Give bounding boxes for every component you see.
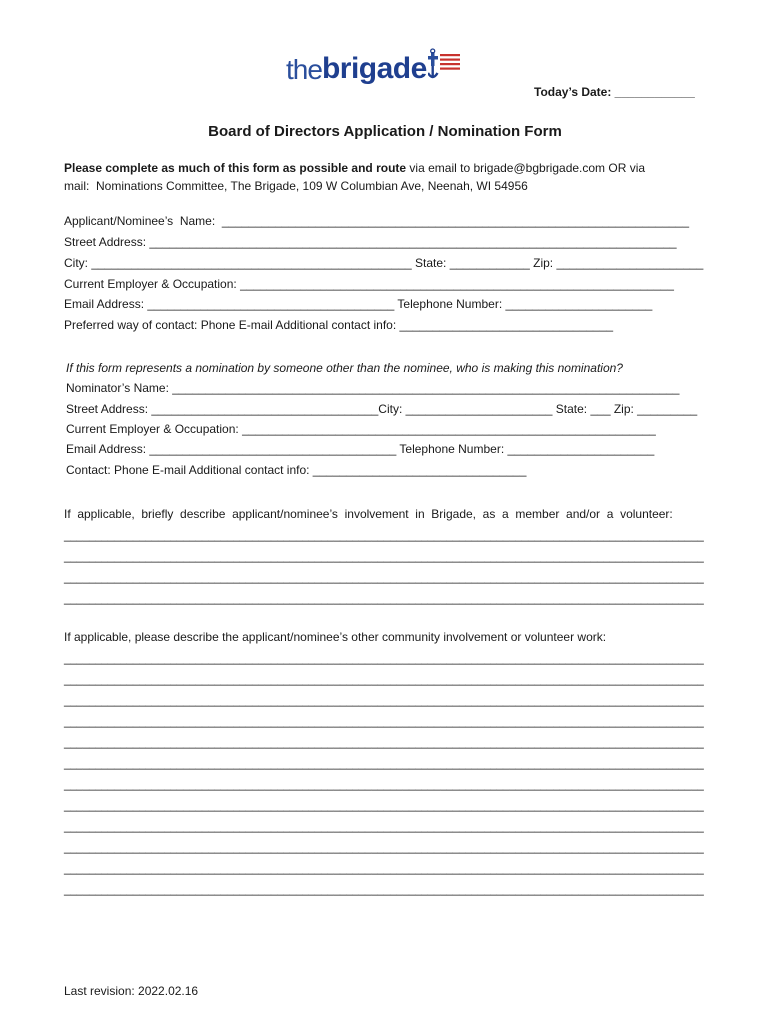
logo-text-brigade: brigade <box>321 52 427 85</box>
brigade-logo <box>286 44 464 84</box>
community-answer-line[interactable]: ______________________________________________________________________________________________________ <box>64 672 704 686</box>
nominator-question: If this form represents a nomination by someone other than the nominee, who is making this nomination? <box>66 361 623 375</box>
applicant-city-state-zip-field[interactable]: City: ________________________________________________ State: ____________ Zip: ______________________ <box>64 256 704 270</box>
community-answer-line[interactable]: ______________________________________________________________________________________________________ <box>64 882 704 896</box>
instructions-line-2: mail: Nominations Committee, The Brigade, 109 W Columbian Ave, Neenah, WI 54956 <box>64 179 528 193</box>
instructions-bold: Please complete as much of this form as possible and route <box>64 161 407 175</box>
applicant-street-field[interactable]: Street Address: _______________________________________________________________________________ <box>64 235 677 249</box>
involvement-answer-line[interactable]: ______________________________________________________________________________________________________ <box>64 591 704 605</box>
nominator-street-field[interactable]: Street Address: __________________________________City: ______________________ State: ___ Zip: _________ <box>66 402 698 416</box>
involvement-answer-line[interactable]: ______________________________________________________________________________________________________ <box>64 528 704 542</box>
involvement-prompt: If applicable, briefly describe applicant/nominee’s involvement in Brigade, as a member and/or a volunteer: <box>64 507 673 521</box>
instructions-rest: via email to brigade@bgbrigade.com OR via <box>406 161 646 175</box>
community-prompt: If applicable, please describe the applicant/nominee’s other community involvement or volunteer work: <box>64 630 607 644</box>
anchor-flag-icon <box>428 48 464 82</box>
form-title: Board of Directors Application / Nomination Form <box>208 123 562 140</box>
last-revision: Last revision: 2022.02.16 <box>64 984 199 998</box>
community-answer-line[interactable]: ______________________________________________________________________________________________________ <box>64 840 704 854</box>
applicant-name-field[interactable]: Applicant/Nominee’s Name: ______________________________________________________________________ <box>64 214 690 228</box>
logo-text-the: the <box>286 54 322 85</box>
community-answer-line[interactable]: ______________________________________________________________________________________________________ <box>64 714 704 728</box>
applicant-employer-field[interactable]: Current Employer & Occupation: _________________________________________________________________ <box>64 277 674 291</box>
community-answer-line[interactable]: ______________________________________________________________________________________________________ <box>64 798 704 812</box>
community-answer-line[interactable]: ______________________________________________________________________________________________________ <box>64 777 704 791</box>
nominator-contact-field[interactable]: Contact: Phone E-mail Additional contact info: ________________________________ <box>66 463 527 477</box>
community-answer-line[interactable]: ______________________________________________________________________________________________________ <box>64 861 704 875</box>
nominator-employer-field[interactable]: Current Employer & Occupation: ______________________________________________________________ <box>66 422 656 436</box>
nominator-name-field[interactable]: Nominator’s Name: ____________________________________________________________________________ <box>66 381 680 395</box>
community-answer-line[interactable]: ______________________________________________________________________________________________________ <box>64 651 704 665</box>
nominator-email-phone-field[interactable]: Email Address: _____________________________________ Telephone Number: ______________________ <box>66 442 655 456</box>
todays-date-field[interactable]: Today’s Date: ____________ <box>534 85 695 99</box>
applicant-email-phone-field[interactable]: Email Address: _____________________________________ Telephone Number: ______________________ <box>64 297 653 311</box>
applicant-contact-field[interactable]: Preferred way of contact: Phone E-mail Additional contact info: ________________________________ <box>64 318 614 332</box>
involvement-answer-line[interactable]: ______________________________________________________________________________________________________ <box>64 570 704 584</box>
community-answer-line[interactable]: ______________________________________________________________________________________________________ <box>64 693 704 707</box>
community-answer-line[interactable]: ______________________________________________________________________________________________________ <box>64 756 704 770</box>
community-answer-line[interactable]: ______________________________________________________________________________________________________ <box>64 735 704 749</box>
community-answer-line[interactable]: ______________________________________________________________________________________________________ <box>64 819 704 833</box>
involvement-answer-line[interactable]: ______________________________________________________________________________________________________ <box>64 549 704 563</box>
instructions-line-1 <box>64 161 645 175</box>
